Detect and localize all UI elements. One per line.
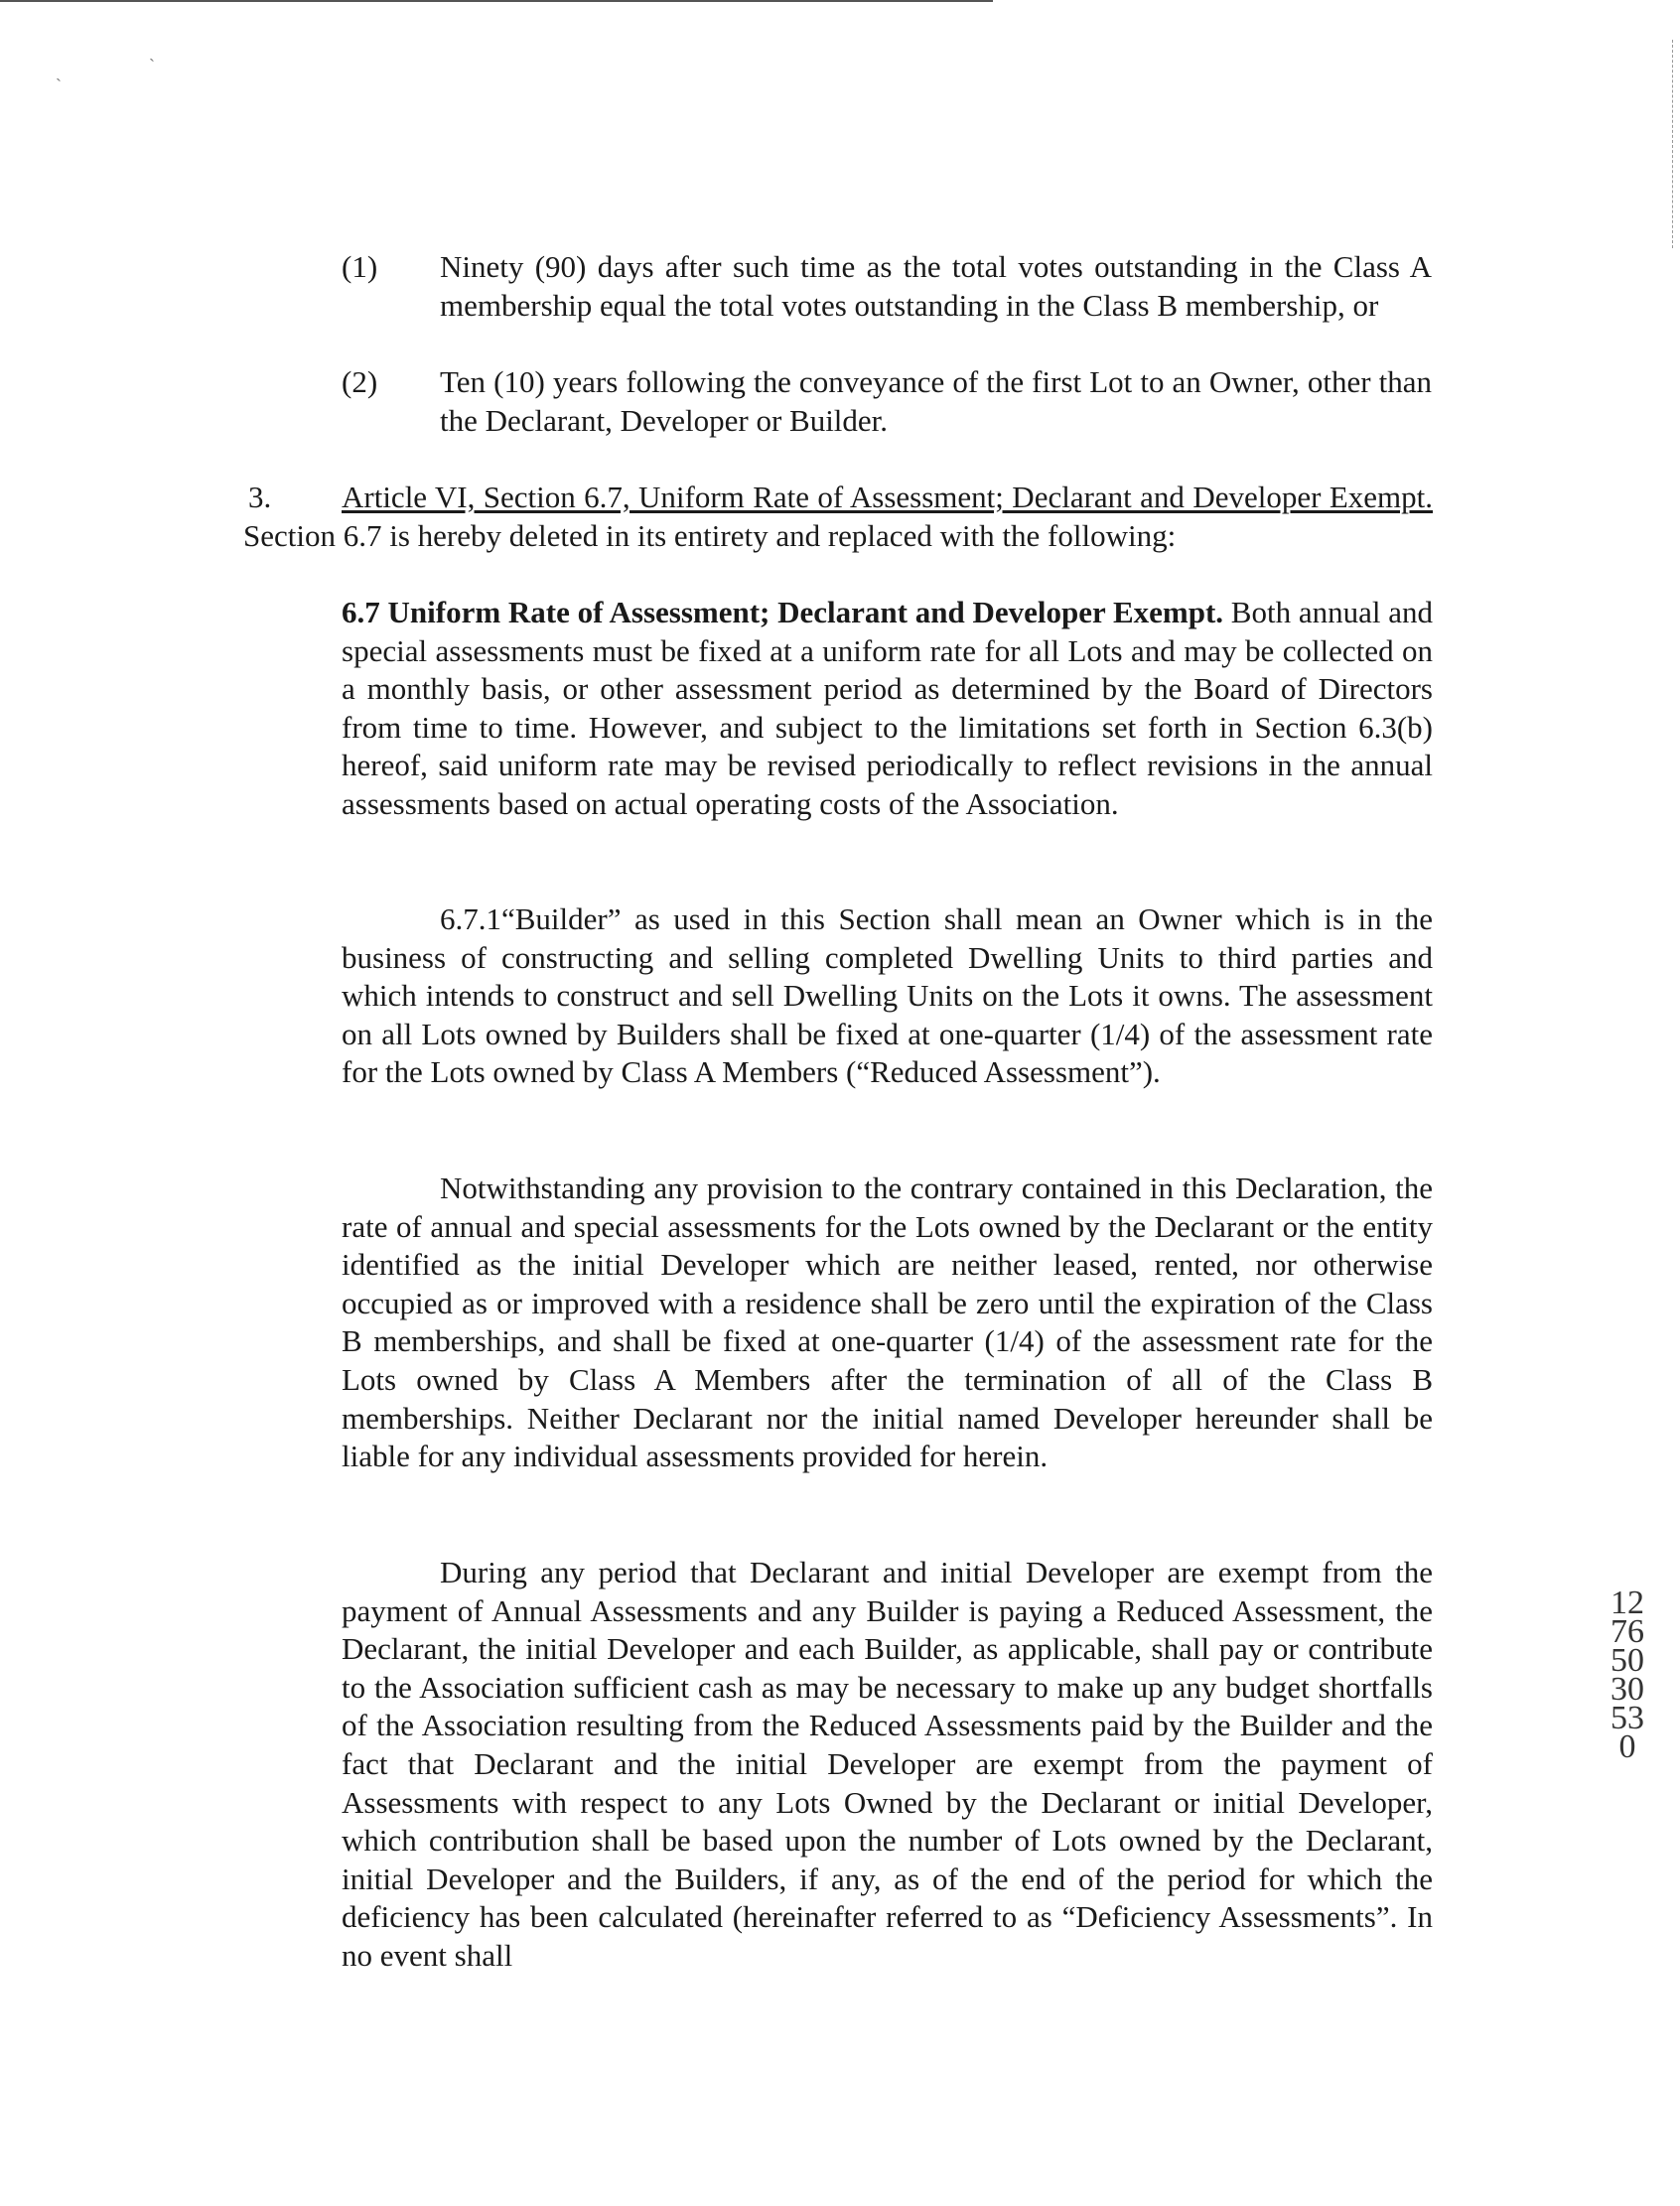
section-text: Section 6.7 is hereby deleted in its entirety and replaced with the following: [243, 517, 1177, 553]
vertical-document-stamp: 1276503053 0 [1610, 1585, 1644, 1765]
section-6-7-text: Both annual and special assessments must be fixed at a uniform rate for all Lots and may be collected on a monthly basis, or other assessment period as determined by the Board of Directors from time to time. However, and subject to the limitations set forth in Section 6.3(b) hereof, said uniform rate may be revised periodically to reflect revisions in the annual assessments based on actual operating costs of the Association. [342, 595, 1434, 821]
scan-right-edge [1672, 40, 1674, 248]
section-title: Article VI, Section 6.7, Uniform Rate of Assessment; Declarant and Developer Exempt. [342, 480, 1433, 514]
scan-speck: ` [56, 75, 62, 95]
scan-top-rule [0, 0, 993, 2]
section-6-7-heading: 6.7 Uniform Rate of Assessment; Declarant and Developer Exempt. [342, 595, 1224, 629]
list-item-number: (2) [342, 364, 378, 399]
list-item-text: Ten (10) years following the conveyance of the first Lot to an Owner, other than the Declarant, Developer or Builder. [440, 364, 1432, 438]
section-6-7-1-paragraph: 6.7.1“Builder” as used in this Section shall mean an Owner which is in the business of constructing and selling completed Dwelling Units to third parties and which intends to construct and sell Dwelling Units on the Lots it owns. The assessment on all Lots owned by Builders shall be fixed at one-quarter (1/4) of the assessment rate for the Lots owned by Class A Members (“Reduced Assessment”). [342, 901, 1433, 1090]
section-3-paragraph [243, 479, 1433, 555]
section-6-7-paragraph [342, 594, 1433, 824]
notwithstanding-paragraph: Notwithstanding any provision to the contrary contained in this Declaration, the rate of annual and special assessments for the Lots owned by the Declarant or the entity identified as the initial Developer which are neither leased, rented, nor otherwise occupied as or improved with a residence shall be zero until the expiration of the Class B memberships, and shall be fixed at one-quarter (1/4) of the assessment rate for the Lots owned by Class A Members after the termination of all of the Class B memberships. Neither Declarant nor the initial named Developer hereunder shall be liable for any individual assessments provided for herein. [342, 1171, 1433, 1474]
scan-speck: ` [149, 56, 155, 75]
list-item-number: (1) [342, 249, 378, 284]
section-number: 3. [248, 480, 272, 514]
deficiency-paragraph: During any period that Declarant and initial Developer are exempt from the payment of Annual Assessments and any Builder is paying a Reduced Assessment, the Declarant, the initial Developer and each Builder, as applicable, shall pay or contribute to the Association sufficient cash as may be necessary to make up any budget shortfalls of the Association resulting from the Reduced Assessments paid by the Builder and the fact that Declarant and the initial Developer are exempt from the payment of Assessments with respect to any Lots Owned by the Declarant or initial Developer, which contribution shall be based upon the number of Lots owned by the Declarant, initial Developer and the Builders, if any, as of the end of the period for which the deficiency has been calculated (hereinafter referred to as “Deficiency Assessments”. In no event shall [342, 1555, 1433, 1973]
list-item-text: Ninety (90) days after such time as the total votes outstanding in the Class A membership equal the total votes outstanding in the Class B membership, or [440, 249, 1432, 323]
